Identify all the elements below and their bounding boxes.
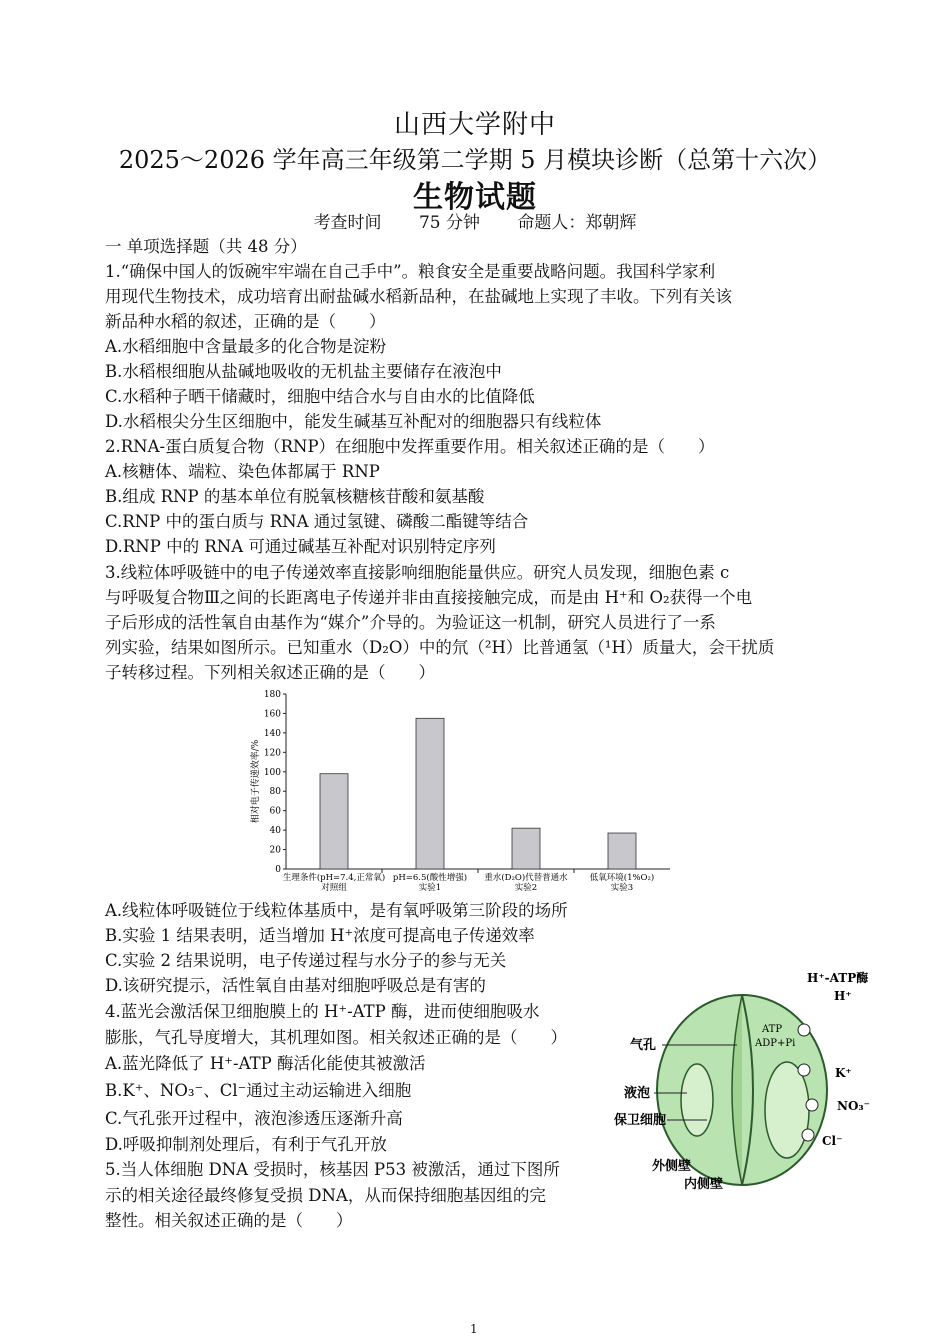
x-tick-label: 生理条件(pH=7.4,正常氧) — [282, 873, 386, 883]
text-line: D.RNP 中的 RNA 可通过碱基互补配对识别特定序列 — [105, 537, 496, 556]
text-line: D.呼吸抑制剂处理后，有利于气孔开放 — [105, 1135, 387, 1154]
x-tick-label: pH=6.5(酸性增强) — [392, 873, 468, 883]
y-axis-label: 相对电子传递效率/% — [251, 739, 261, 824]
text-line: B.水稻根细胞从盐碱地吸收的无机盐主要储存在液泡中 — [105, 362, 502, 381]
x-tick-label: 低氧环境(1%O₂) — [589, 873, 655, 883]
exam-info — [0, 208, 950, 233]
exam-term: 2025～2026 学年高三年级第二学期 5 月模块诊断（总第十六次） — [118, 146, 832, 174]
bar — [320, 774, 348, 869]
text-line: 用现代生物技术，成功培育出耐盐碱水稻新品种，在盐碱地上实现了丰收。下列有关该 — [105, 287, 732, 306]
y-tick-label: 0 — [275, 865, 281, 875]
page-number: 1 — [470, 1322, 478, 1336]
text-line: A.核糖体、端粒、染色体都属于 RNP — [105, 462, 380, 481]
y-tick-label: 120 — [263, 748, 281, 759]
text-line: 子后形成的活性氧自由基作为“媒介”介导的。为验证这一机制，研究人员进行了一系 — [105, 613, 716, 632]
k-channel-icon — [798, 1064, 810, 1076]
vacuole-shape — [681, 1064, 713, 1136]
section-heading: 一 单项选择题（共 48 分） — [105, 237, 307, 256]
electron-transfer-bar-chart — [240, 688, 680, 893]
bar — [416, 718, 444, 869]
ion-k: K⁺ — [835, 1066, 852, 1080]
text-line: 4.蓝光会激活保卫细胞膜上的 H⁺-ATP 酶，进而使细胞吸水 — [105, 1002, 540, 1021]
cl-transporter-icon — [802, 1129, 814, 1141]
y-tick-label: 80 — [269, 787, 281, 798]
label-adp: ADP+Pi — [755, 1038, 796, 1049]
label-guard-cell: 保卫细胞 — [614, 1113, 667, 1128]
text-line: 与呼吸复合物Ⅲ之间的长距离电子传递并非由直接接触完成，而是由 H⁺和 O₂获得一个电 — [105, 588, 753, 607]
text-line: A.线粒体呼吸链位于线粒体基质中，是有氧呼吸第三阶段的场所 — [105, 901, 568, 920]
x-tick-label: 对照组 — [321, 883, 347, 893]
text-line: A.水稻细胞中含量最多的化合物是淀粉 — [105, 337, 387, 356]
text-line: 示的相关途径最终修复受损 DNA，从而保持细胞基因组的完 — [105, 1186, 546, 1205]
ion-no3: NO₃⁻ — [837, 1099, 871, 1113]
subject-title: 生物试题 — [413, 180, 537, 215]
y-tick-label: 160 — [263, 709, 281, 720]
ion-h: H⁺ — [834, 989, 852, 1003]
label-inner-wall: 内侧壁 — [684, 1177, 724, 1192]
text-line: 1.“确保中国人的饭碗牢牢端在自己手中”。粮食安全是重要战略问题。我国科学家利 — [105, 262, 716, 281]
text-line: B.实验 1 结果表明，适当增加 H⁺浓度可提高电子传递效率 — [105, 926, 535, 945]
label-vacuole: 液泡 — [624, 1086, 651, 1101]
guard-cell-diagram — [612, 971, 942, 1192]
x-tick-label: 实验1 — [418, 883, 442, 893]
y-tick-label: 140 — [263, 728, 281, 739]
y-tick-label: 20 — [269, 845, 281, 856]
no3-transporter-icon — [806, 1099, 818, 1111]
label-stoma: 气孔 — [630, 1038, 657, 1053]
text-line: B.K⁺、NO₃⁻、Cl⁻通过主动运输进入细胞 — [105, 1081, 412, 1100]
text-line: B.组成 RNP 的基本单位有脱氧核糖核苷酸和氨基酸 — [105, 487, 485, 506]
text-line: D.水稻根尖分生区细胞中，能发生碱基互补配对的细胞器只有线粒体 — [105, 412, 602, 431]
text-line: C.RNP 中的蛋白质与 RNA 通过氢键、磷酸二酯键等结合 — [105, 512, 529, 531]
y-tick-label: 40 — [269, 826, 281, 837]
x-tick-label: 重水(D₂O)代替普通水 — [484, 873, 568, 883]
bar — [512, 828, 540, 869]
ion-cl: Cl⁻ — [822, 1134, 843, 1148]
text-line: 5.当人体细胞 DNA 受损时，核基因 P53 被激活，通过下图所 — [105, 1160, 560, 1179]
atpase-pump-icon — [798, 1024, 810, 1036]
text-line: 新品种水稻的叙述，正确的是（ ） — [105, 312, 386, 331]
text-line: 子转移过程。下列相关叙述正确的是（ ） — [105, 663, 435, 682]
text-line: 膨胀，气孔导度增大，其机理如图。相关叙述正确的是（ ） — [105, 1028, 567, 1047]
label-outer-wall: 外侧壁 — [652, 1159, 692, 1174]
bar — [608, 833, 636, 869]
vacuole-right-shape — [765, 1062, 809, 1158]
text-line: 整性。相关叙述正确的是（ ） — [105, 1211, 353, 1230]
text-line: 2.RNA-蛋白质复合物（RNP）在细胞中发挥重要作用。相关叙述正确的是（ ） — [105, 437, 715, 456]
text-line: 列实验，结果如图所示。已知重水（D₂O）中的氘（²H）比普通氢（¹H）质量大，会干扰质 — [105, 638, 775, 657]
y-tick-label: 100 — [263, 767, 281, 778]
label-atp: ATP — [762, 1024, 783, 1035]
text-line: D.该研究提示，活性氧自由基对细胞呼吸总是有害的 — [105, 976, 486, 995]
label-atpase: H⁺-ATP酶 — [807, 971, 869, 985]
y-tick-label: 60 — [269, 806, 281, 817]
school-name: 山西大学附中 — [393, 110, 556, 140]
time-label: 考查时间 — [313, 213, 382, 233]
text-line: C.气孔张开过程中，液泡渗透压逐渐升高 — [105, 1109, 403, 1128]
y-tick-label: 180 — [263, 690, 281, 700]
x-tick-label: 实验2 — [514, 883, 538, 893]
text-line: 3.线粒体呼吸链中的电子传递效率直接影响细胞能量供应。研究人员发现，细胞色素 c — [105, 563, 730, 582]
time-value: 75 分钟 — [418, 213, 481, 233]
author: 命题人：郑朝辉 — [517, 213, 637, 233]
text-line: C.实验 2 结果说明，电子传递过程与水分子的参与无关 — [105, 951, 507, 970]
text-line: A.蓝光降低了 H⁺-ATP 酶活化能使其被激活 — [105, 1054, 426, 1073]
text-line: C.水稻种子晒干储藏时，细胞中结合水与自由水的比值降低 — [105, 387, 535, 406]
x-tick-label: 实验3 — [610, 883, 634, 893]
